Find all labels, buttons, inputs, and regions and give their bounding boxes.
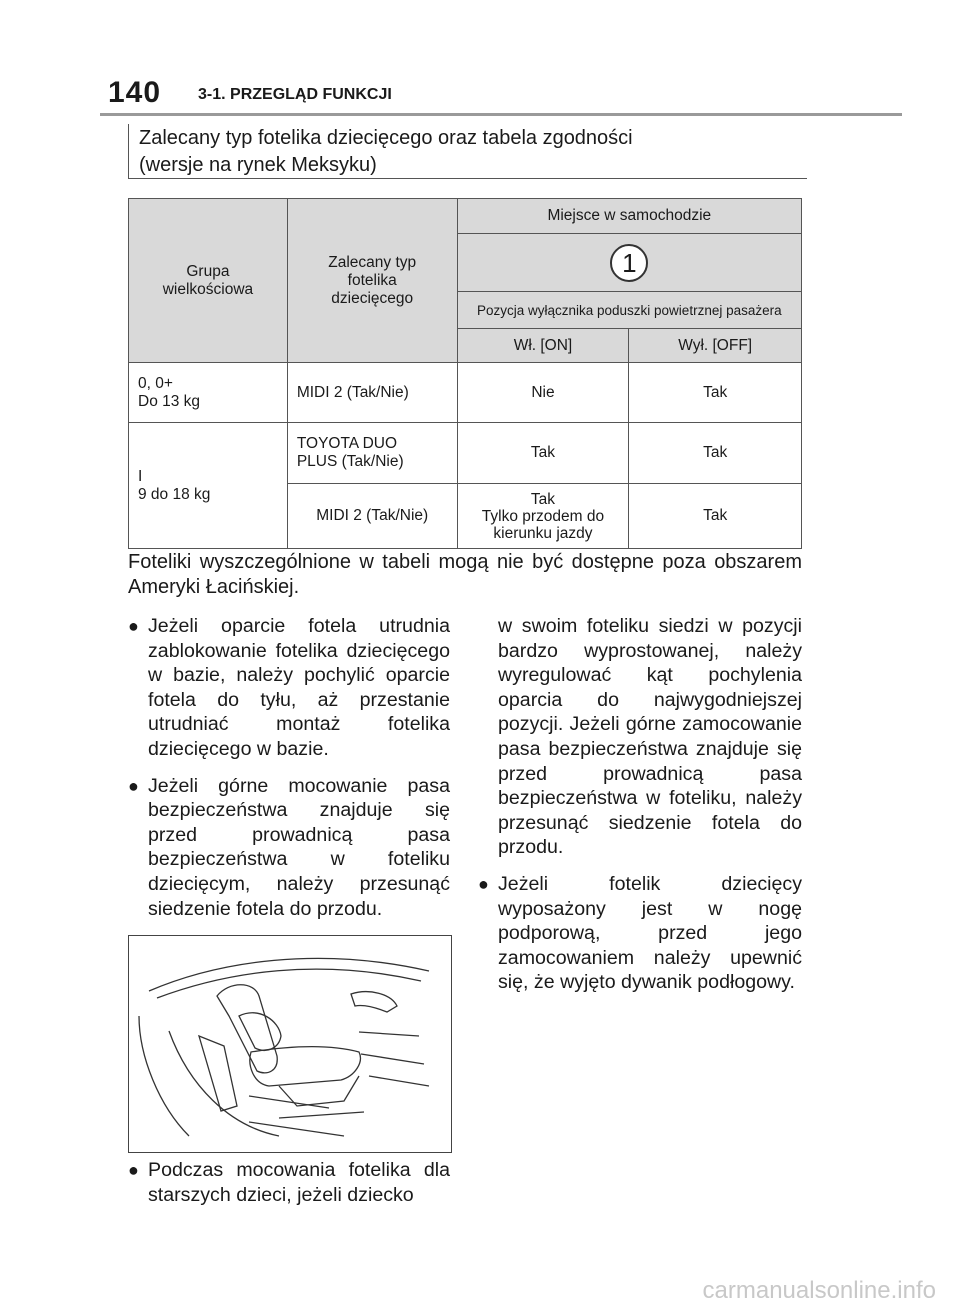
seat-position-cell: [457, 234, 801, 292]
child-seat-illustration: [128, 935, 452, 1153]
off-cell: Tak: [629, 484, 802, 549]
list-item: ● Jeżeli górne mocowanie pasa bezpieczeństwa znajduje się przed prowadnicą pasa bezpieczeństwa w foteliku dziecięcym, należy przesunąć siedzenie fotela do przodu.: [128, 774, 450, 920]
on-cell: Tak: [457, 423, 629, 484]
header-group: Grupa wielkościowa: [129, 199, 288, 363]
right-column: [478, 614, 802, 995]
table-heading-line1: Zalecany typ fotelika dziecięcego oraz tabela zgodności: [139, 127, 633, 149]
bullet-icon: ●: [128, 775, 139, 796]
table-row: [129, 363, 802, 423]
header-place-in-car: Miejsce w samochodzie: [457, 199, 801, 234]
header-airbag-switch: Pozycja wyłącznika poduszki powietrznej pasażera: [457, 292, 801, 329]
group-cell: I 9 do 18 kg: [129, 423, 288, 549]
list-item: ● Podczas mocowania fotelika dla starszych dzieci, jeżeli dziecko: [128, 1159, 450, 1206]
watermark: carmanualsonline.info: [702, 1277, 936, 1304]
table-heading-line2: (wersje na rynek Meksyku): [139, 154, 377, 176]
seat-number-1-icon: 1: [610, 244, 648, 282]
on-cell: Tak Tylko przodem do kierunku jazdy: [457, 484, 629, 549]
list-item: ● Jeżeli fotelik dziecięcy wyposażony jest w nogę podporową, przed jego zamocowaniem należy upewnić się, że wyjęto dywanik podłogowy.: [478, 872, 802, 994]
header-off: Wył. [OFF]: [629, 329, 802, 363]
off-cell: Tak: [629, 423, 802, 484]
bullet-icon: ●: [128, 616, 139, 636]
section-title: 3-1. PRZEGLĄD FUNKCJI: [198, 86, 392, 103]
type-cell: MIDI 2 (Tak/Nie): [287, 484, 457, 549]
header-divider: [100, 113, 902, 116]
continued-text: w swoim foteliku siedzi w pozycji bardzo wyprostowanej, należy wyregulować kąt pochylenia oparcia do najwygodniejszej pozycji. Jeżeli górne zamocowanie pasa bezpieczeństwa znajduje się przed prowadnicą pasa bezpieczeństwa w foteliku, należy przesunąć siedzenie fotela do przodu.: [498, 615, 802, 859]
car-seat-drawing: [129, 936, 451, 1152]
off-cell: Tak: [629, 363, 802, 423]
group-cell: 0, 0+ Do 13 kg: [129, 363, 288, 423]
header-on: Wł. [ON]: [457, 329, 629, 363]
table-heading-box: [128, 124, 807, 179]
bullet-icon: ●: [128, 1160, 139, 1180]
left-column-bottom: [128, 1158, 450, 1207]
type-cell: TOYOTA DUO PLUS (Tak/Nie): [287, 423, 457, 484]
on-cell: Nie: [457, 363, 629, 423]
list-item: ● Jeżeli oparcie fotela utrudnia zablokowanie fotelika dziecięcego w bazie, należy pochylić oparcie fotela do tyłu, aż przestanie utrudniać montaż fotelika dziecięcego w bazie.: [128, 615, 450, 760]
table-row: [129, 423, 802, 484]
header-recommended-type: Zalecany typ fotelika dziecięcego: [287, 199, 457, 363]
page-number: 140: [108, 76, 162, 109]
compatibility-table: [128, 198, 802, 549]
type-cell: MIDI 2 (Tak/Nie): [287, 363, 457, 423]
availability-note: Foteliki wyszczególnione w tabeli mogą nie być dostępne poza obszarem Ameryki Łacińskiej.: [128, 551, 802, 598]
bullet-icon: ●: [478, 873, 489, 894]
left-column: [128, 614, 450, 921]
